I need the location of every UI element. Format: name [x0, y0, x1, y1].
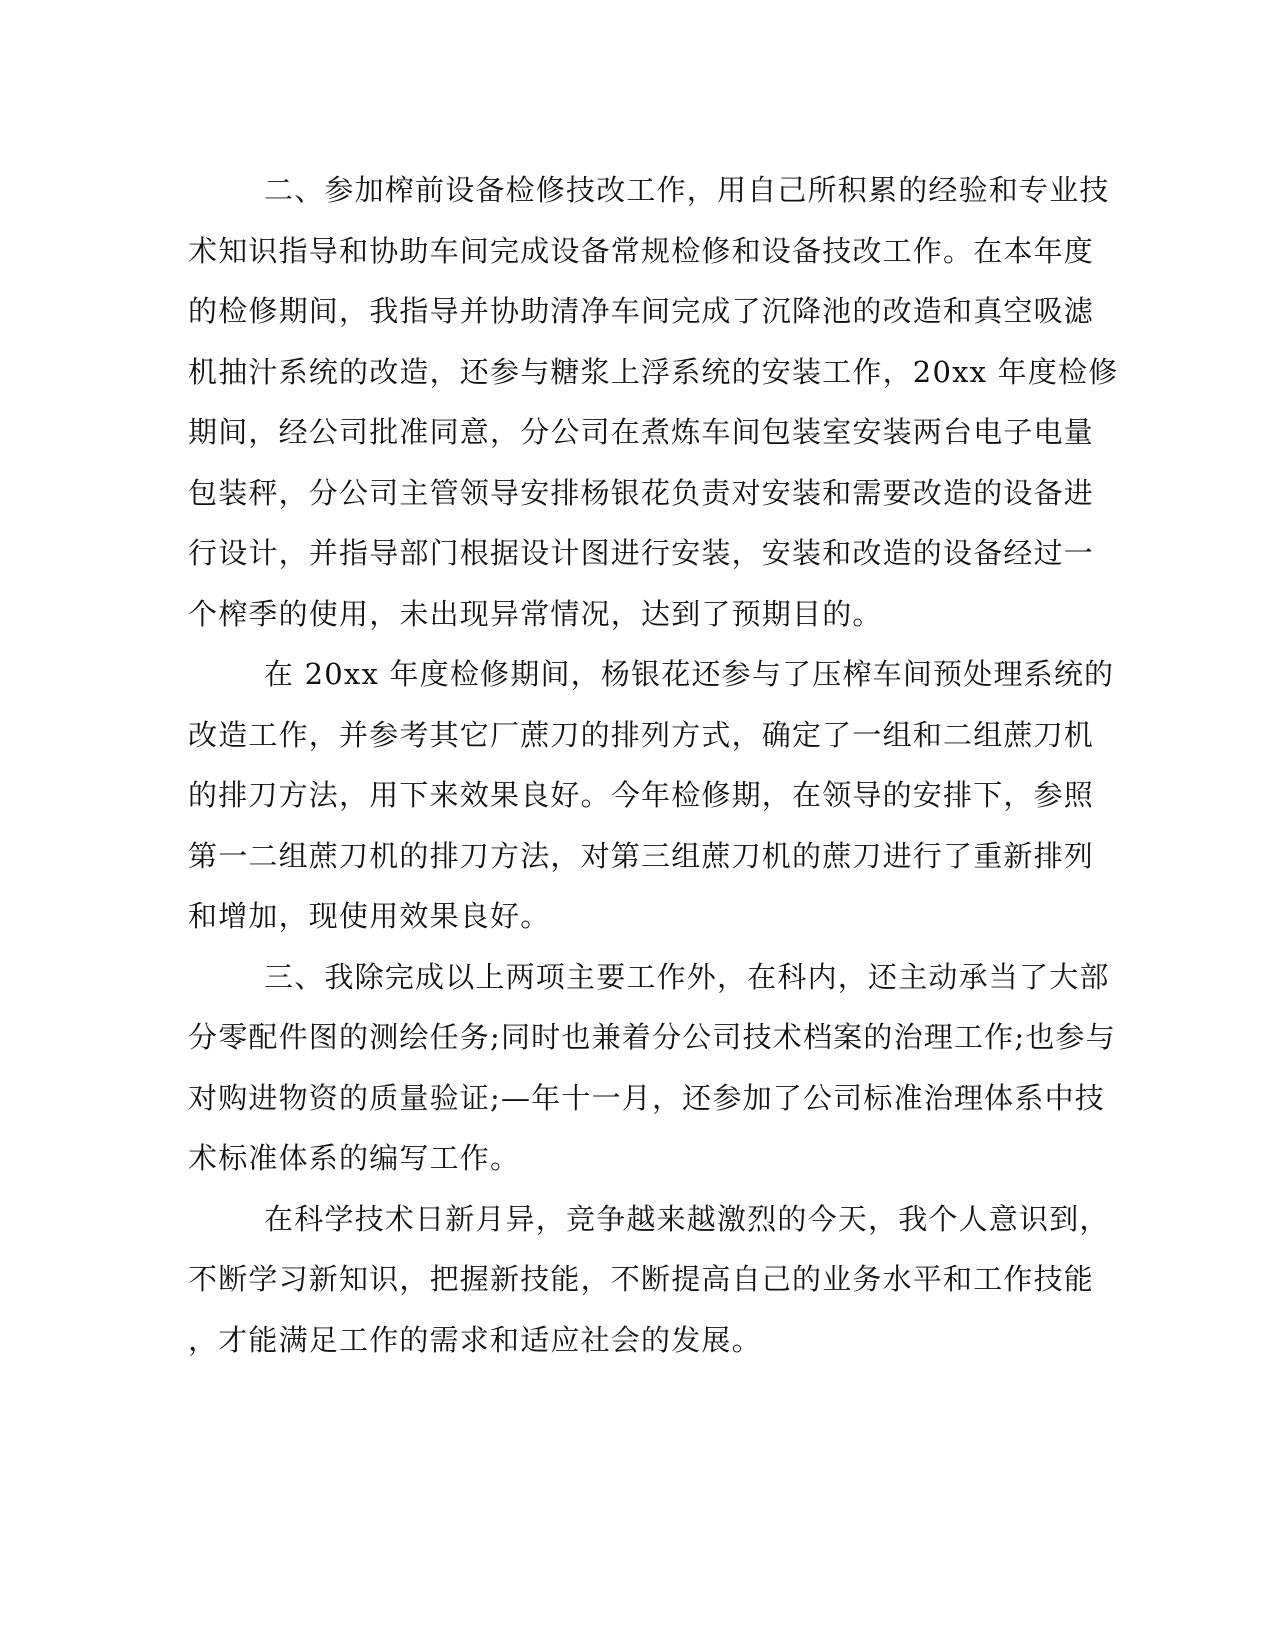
text-line: 个榨季的使用，未出现异常情况，达到了预期目的。	[188, 596, 883, 631]
document-body	[188, 160, 1119, 1370]
text-line: 不断学习新知识，把握新技能，不断提高自己的业务水平和工作技能	[188, 1262, 1095, 1296]
text-line: 机抽汁系统的改造，还参与糖浆上浮系统的安装工作，20xx 年度检修	[188, 354, 1119, 389]
text-line: 改造工作，并参考其它厂蔗刀的排列方式，确定了一组和二组蔗刀机	[188, 717, 1095, 752]
text-line: 二、参加榨前设备检修技改工作，用自己所积累的经验和专业技	[264, 173, 1110, 207]
text-line: 对购进物资的质量验证;—年十一月，还参加了公司标准治理体系中技	[188, 1080, 1105, 1115]
text-line: 和增加，现使用效果良好。	[188, 899, 551, 933]
text-line: 的排刀方法，用下来效果良好。今年检修期，在领导的安排下，参照	[188, 778, 1095, 812]
text-line: 在 20xx 年度检修期间，杨银花还参与了压榨车间预处理系统的	[264, 657, 1115, 691]
text-line: 分零配件图的测绘任务;同时也兼着分公司技术档案的治理工作;也参与	[188, 1020, 1116, 1054]
paragraph-pressing-workshop	[188, 644, 1115, 947]
text-line: 三、我除完成以上两项主要工作外，在科内，还主动承当了大部	[264, 959, 1110, 994]
paragraph-conclusion	[188, 1189, 1110, 1371]
text-line: 第一二组蔗刀机的排刀方法，对第三组蔗刀机的蔗刀进行了重新排列	[188, 838, 1095, 873]
text-line: 在科学技术日新月异，竞争越来越激烈的今天，我个人意识到，	[264, 1201, 1110, 1236]
text-line: 的检修期间，我指导并协助清净车间完成了沉降池的改造和真空吸滤	[188, 294, 1095, 328]
text-line: 期间，经公司批准同意，分公司在煮炼车间包装室安装两台电子电量	[188, 415, 1095, 449]
paragraph-other-duties	[188, 947, 1116, 1189]
text-line: 行设计，并指导部门根据设计图进行安装，安装和改造的设备经过一	[188, 536, 1095, 570]
text-line: 包装秤，分公司主管领导安排杨银花负责对安装和需要改造的设备进	[188, 475, 1095, 510]
text-line: 术标准体系的编写工作。	[188, 1141, 521, 1175]
text-line: ，才能满足工作的需求和适应社会的发展。	[188, 1322, 762, 1357]
text-line: 术知识指导和协助车间完成设备常规检修和设备技改工作。在本年度	[188, 233, 1095, 268]
paragraph-equipment-maintenance	[188, 160, 1119, 644]
